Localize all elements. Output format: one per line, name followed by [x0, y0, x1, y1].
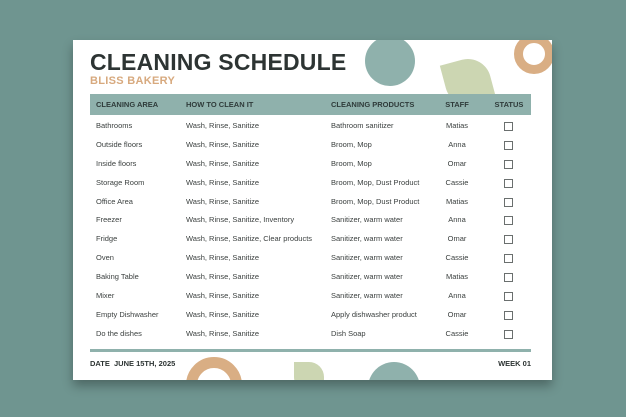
cell-staff: Omar [447, 309, 467, 319]
cell-products: Broom, Mop, Dust Product [331, 177, 420, 187]
table-row [90, 155, 531, 174]
cell-staff: Anna [448, 139, 466, 149]
cell-products: Broom, Mop [331, 139, 372, 149]
cell-staff: Cassie [445, 253, 469, 263]
cell-staff: Omar [447, 234, 467, 244]
table-row [90, 325, 531, 344]
table-row [90, 117, 531, 136]
cell-area: Baking Table [96, 272, 139, 282]
date-value: JUNE 15TH, 2025 [114, 359, 176, 368]
cell-area: Outside floors [96, 139, 143, 149]
table-row [90, 306, 531, 325]
business-name: BLISS BAKERY [90, 75, 176, 87]
status-checkbox[interactable] [504, 254, 513, 263]
table-row [90, 249, 531, 268]
table-row [90, 211, 531, 230]
decorative-circle [365, 40, 415, 86]
column-header-staff: STAFF [445, 100, 469, 109]
cell-products: Sanitizer, warm water [331, 215, 403, 225]
decorative-circle [368, 362, 420, 380]
cell-staff: Matias [445, 121, 469, 130]
cell-staff: Cassie [445, 177, 469, 187]
status-checkbox[interactable] [504, 311, 513, 320]
cell-products: Sanitizer, warm water [331, 291, 403, 301]
date-label: DATE [90, 359, 110, 368]
cell-area: Do the dishes [96, 328, 142, 338]
cell-how: Wash, Rinse, Sanitize [186, 309, 260, 319]
table-row [90, 136, 531, 155]
status-checkbox[interactable] [504, 160, 513, 169]
cell-products: Broom, Mop [331, 158, 372, 168]
status-checkbox[interactable] [504, 122, 513, 131]
column-header-how: HOW TO CLEAN IT [186, 100, 254, 109]
cell-products: Broom, Mop, Dust Product [331, 196, 420, 206]
cell-staff: Cassie [445, 328, 469, 338]
cell-area: Freezer [96, 215, 122, 225]
decorative-leaf-shape [294, 362, 324, 380]
cell-how: Wash, Rinse, Sanitize [186, 158, 260, 168]
cell-products: Sanitizer, warm water [331, 234, 403, 244]
cell-area: Office Area [96, 196, 133, 206]
cell-area: Storage Room [96, 177, 145, 187]
cell-area: Oven [96, 253, 114, 263]
cell-products: Sanitizer, warm water [331, 272, 403, 282]
page-title: CLEANING SCHEDULE [90, 49, 347, 75]
cell-products: Dish Soap [331, 328, 366, 338]
column-header-area: CLEANING AREA [96, 100, 159, 109]
status-checkbox[interactable] [504, 216, 513, 225]
cell-how: Wash, Rinse, Sanitize, Clear products [186, 234, 313, 244]
table-header [90, 94, 531, 115]
cell-products: Bathroom sanitizer [331, 121, 394, 130]
cell-staff: Matias [445, 196, 469, 206]
cell-area: Mixer [96, 291, 115, 301]
cell-area: Inside floors [96, 158, 137, 168]
cell-how: Wash, Rinse, Sanitize, Inventory [186, 215, 295, 225]
status-checkbox[interactable] [504, 330, 513, 339]
column-header-products: CLEANING PRODUCTS [331, 100, 415, 109]
decorative-ring [186, 357, 242, 380]
cell-products: Apply dishwasher product [331, 309, 417, 319]
table-row [90, 268, 531, 287]
table-row [90, 230, 531, 249]
cell-how: Wash, Rinse, Sanitize [186, 253, 260, 263]
footer-divider [90, 349, 531, 352]
cell-staff: Anna [448, 215, 466, 225]
cell-area: Bathrooms [96, 121, 133, 130]
cell-area: Fridge [96, 234, 118, 244]
cell-how: Wash, Rinse, Sanitize [186, 177, 260, 187]
cell-staff: Omar [447, 158, 467, 168]
cell-how: Wash, Rinse, Sanitize [186, 291, 260, 301]
cell-staff: Matias [445, 272, 469, 282]
table-row [90, 287, 531, 306]
cell-area: Empty Dishwasher [96, 309, 159, 319]
status-checkbox[interactable] [504, 179, 513, 188]
cell-how: Wash, Rinse, Sanitize [186, 139, 260, 149]
cell-staff: Anna [448, 291, 466, 301]
schedule-card [73, 40, 552, 380]
status-checkbox[interactable] [504, 273, 513, 282]
cell-how: Wash, Rinse, Sanitize [186, 196, 260, 206]
cell-how: Wash, Rinse, Sanitize [186, 121, 260, 130]
table-body [90, 117, 531, 344]
status-checkbox[interactable] [504, 198, 513, 207]
cell-how: Wash, Rinse, Sanitize [186, 328, 260, 338]
cell-products: Sanitizer, warm water [331, 253, 403, 263]
decorative-ring [514, 40, 552, 74]
cell-how: Wash, Rinse, Sanitize [186, 272, 260, 282]
status-checkbox[interactable] [504, 141, 513, 150]
table-row [90, 193, 531, 212]
week-label: WEEK 01 [498, 359, 531, 368]
table-row [90, 174, 531, 193]
status-checkbox[interactable] [504, 235, 513, 244]
column-header-status: STATUS [494, 100, 524, 109]
status-checkbox[interactable] [504, 292, 513, 301]
